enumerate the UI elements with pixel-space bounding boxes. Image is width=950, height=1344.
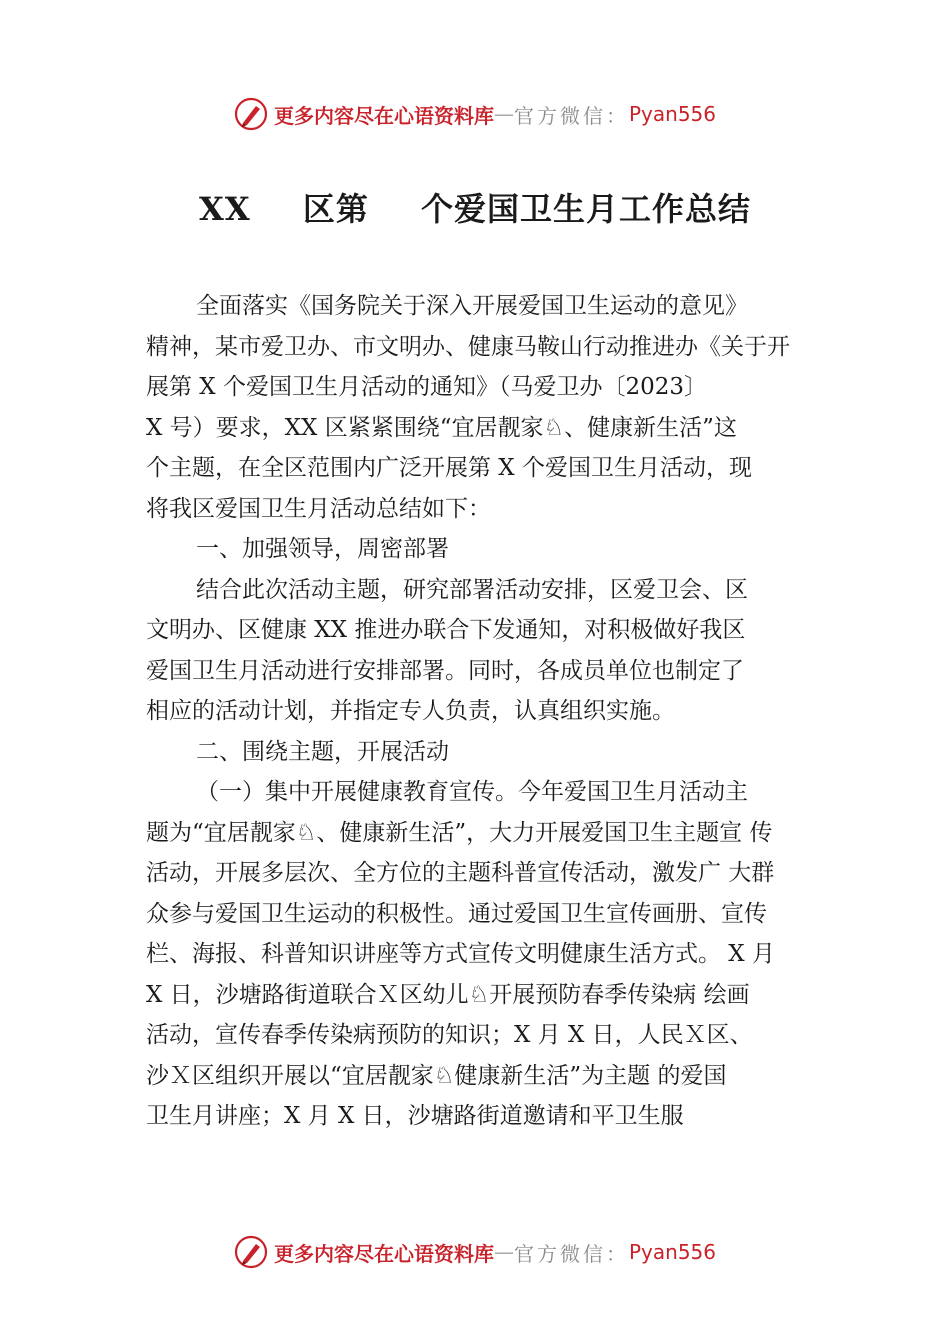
- watermark-text: 更多内容尽在心语资料库: [273, 1241, 494, 1266]
- document-body: [146, 286, 836, 1137]
- paragraph-line: 展第 X 个爱国卫生月活动的通知》（马爱卫办〔2023〕: [146, 374, 708, 400]
- paragraph-line: 活动，宣传春季传染病预防的知识；X 月 X 日，人民Ｘ区、: [146, 1022, 753, 1048]
- watermark-text: 更多内容尽在心语资料库: [273, 103, 494, 128]
- paragraph-line: 全面落实《国务院关于深入开展爱国卫生运动的意见》: [196, 293, 748, 319]
- paragraph-line: 卫生月讲座；X 月 X 日，沙塘路街道邀请和平卫生服: [146, 1103, 684, 1129]
- watermark-label: 官方微信：: [513, 1241, 629, 1266]
- paragraph-line: X 号）要求，XX 区紧紧围绕“宜居靓家♘、健康新生活”这: [146, 414, 737, 441]
- paragraph-line: 将我区爱国卫生月活动总结如下：: [146, 495, 491, 522]
- document-title: XX 区第 个爱国卫生月工作总结: [199, 190, 751, 228]
- paragraph-line: 题为“宜居靓家♘、健康新生活”，大力开展爱国卫生主题宣 传: [146, 819, 773, 846]
- pen-logo-icon: [234, 97, 268, 131]
- watermark-separator: —: [493, 1240, 514, 1264]
- header-watermark: [0, 94, 950, 134]
- section-heading: 一、加强领导，周密部署: [196, 536, 449, 562]
- pen-logo-icon: [234, 1235, 268, 1269]
- paragraph-line: （一）集中开展健康教育宣传。今年爱国卫生月活动主: [196, 779, 748, 805]
- paragraph-line: 栏、海报、科普知识讲座等方式宣传文明健康生活方式。 X 月: [146, 941, 775, 967]
- paragraph-line: 文明办、区健康 XX 推进办联合下发通知，对积极做好我区: [146, 617, 746, 643]
- paragraph-line: X 日，沙塘路街道联合Ｘ区幼儿♘开展预防春季传染病 绘画: [146, 981, 750, 1008]
- watermark-id: Pyan556: [628, 102, 716, 126]
- paragraph-line: 活动，开展多层次、全方位的主题科普宣传活动，激发广 大群: [146, 860, 775, 886]
- watermark-id: Pyan556: [628, 1240, 716, 1264]
- section-heading: 二、围绕主题，开展活动: [196, 738, 449, 765]
- paragraph-line: 个主题，在全区范围内广泛开展第 X 个爱国卫生月活动，现: [146, 455, 752, 481]
- footer-watermark: [0, 1232, 950, 1272]
- paragraph-line: 爱国卫生月活动进行安排部署。同时，各成员单位也制定了: [146, 657, 744, 684]
- paragraph-line: 沙Ｘ区组织开展以“宜居靓家♘健康新生活”为主题 的爱国: [146, 1062, 727, 1089]
- watermark-separator: —: [493, 102, 514, 126]
- watermark-label: 官方微信：: [513, 103, 629, 128]
- paragraph-line: 精神，某市爱卫办、市文明办、健康马鞍山行动推进办《关于开: [146, 333, 790, 360]
- paragraph-line: 众参与爱国卫生运动的积极性。通过爱国卫生宣传画册、宣传: [146, 900, 767, 927]
- paragraph-line: 相应的活动计划，并指定专人负责，认真组织实施。: [146, 698, 675, 724]
- paragraph-line: 结合此次活动主题，研究部署活动安排，区爱卫会、区: [196, 576, 748, 603]
